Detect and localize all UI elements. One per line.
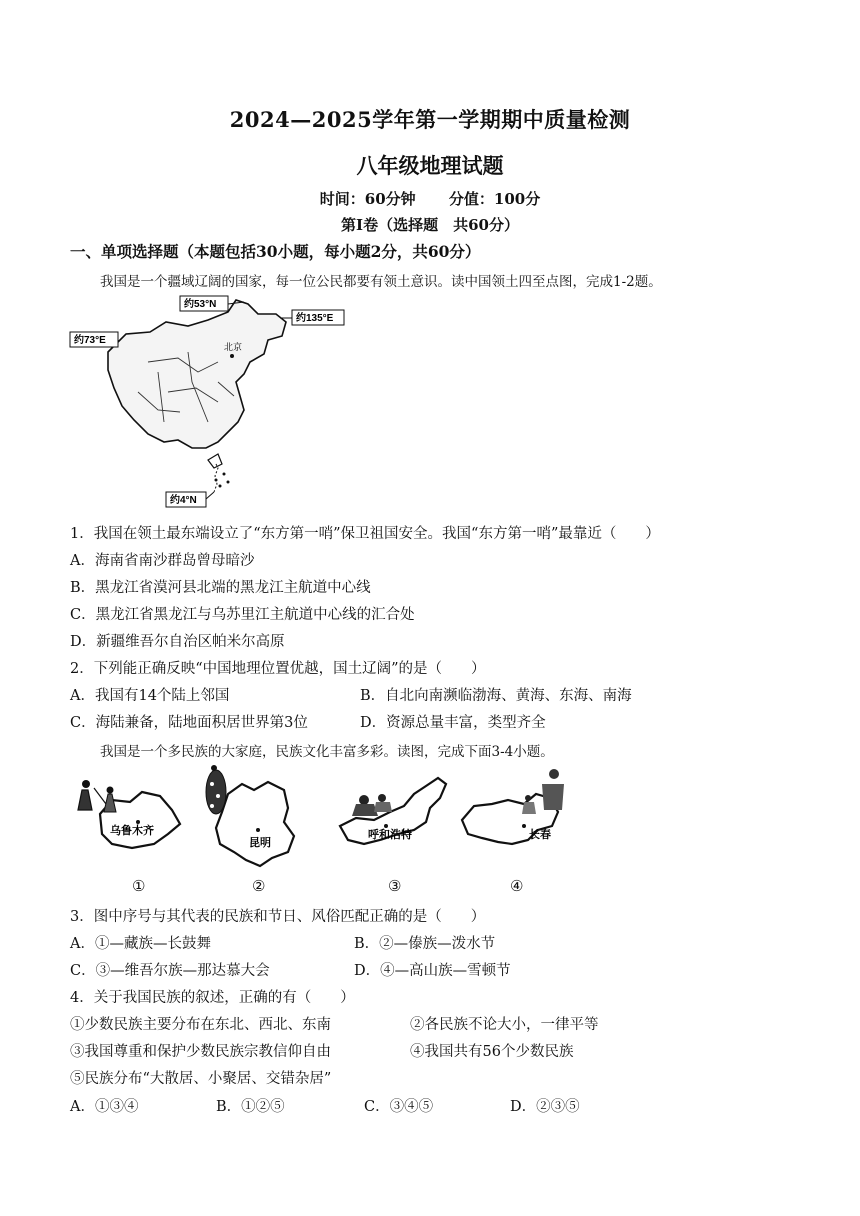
section-heading: 一、单项选择题（本题包括30小题，每小题2分，共60分） — [70, 242, 481, 261]
q3-stem: 3．图中序号与其代表的民族和节日、风俗匹配正确的是（ ） — [70, 909, 486, 925]
q1-option-c[interactable]: C．黑龙江省黑龙江与乌苏里江主航道中心线的汇合处 — [70, 607, 415, 623]
q4-option-b[interactable]: B．①②⑤ — [216, 1099, 285, 1115]
label-135E: 约135°E — [296, 313, 334, 324]
q1-option-d[interactable]: D．新疆维吾尔自治区帕米尔高原 — [70, 634, 285, 650]
q1-option-a[interactable]: A．海南省南沙群岛曾母暗沙 — [70, 553, 255, 569]
label-73E: 约73°E — [74, 335, 106, 346]
q1-option-b[interactable]: B．黑龙江省漠河县北端的黑龙江主航道中心线 — [70, 580, 371, 596]
q3-option-c[interactable]: C．③—维吾尔族—那达慕大会 — [70, 963, 270, 979]
label-beijing: 北京 — [224, 342, 243, 352]
city-changchun: 长春 — [529, 829, 551, 841]
intro-text-1: 我国是一个疆域辽阔的国家，每一位公民都要有领土意识。读中国领土四至点图，完成1-2题。 — [100, 274, 662, 290]
q3-option-d[interactable]: D．④—高山族—雪顿节 — [354, 963, 511, 979]
exam-score: 分值：100分 — [448, 190, 541, 208]
figure-4-jilin — [458, 764, 578, 864]
figure-number-1: ① — [132, 877, 146, 895]
q4-statement-2: ②各民族不论大小，一律平等 — [410, 1017, 599, 1033]
q2-option-c[interactable]: C．海陆兼备，陆地面积居世界第3位 — [70, 715, 308, 731]
q2-option-d[interactable]: D．资源总量丰富，类型齐全 — [360, 715, 546, 731]
exam-title: 2024—2025学年第一学期期中质量检测 — [229, 107, 631, 132]
city-kunming: 昆明 — [249, 837, 271, 849]
figure-number-3: ③ — [388, 877, 402, 895]
q4-stem: 4．关于我国民族的叙述，正确的有（ ） — [70, 990, 355, 1006]
intro-text-2: 我国是一个多民族的大家庭，民族文化丰富多彩。读图，完成下面3-4小题。 — [100, 744, 554, 760]
q1-stem: 1．我国在领土最东端设立了“东方第一哨”保卫祖国安全。我国“东方第一哨”最靠近（ ） — [70, 526, 660, 542]
q4-option-d[interactable]: D．②③⑤ — [510, 1099, 580, 1115]
figure-2-yunnan — [198, 764, 318, 874]
q2-option-a[interactable]: A．我国有14个陆上邻国 — [70, 688, 230, 704]
city-hohhot: 呼和浩特 — [368, 829, 412, 841]
q2-option-b[interactable]: B．自北向南濒临渤海、黄海、东海、南海 — [360, 688, 632, 704]
exam-subtitle: 八年级地理试题 — [356, 153, 504, 178]
exam-info — [0, 188, 860, 209]
figure-1-xinjiang — [72, 764, 192, 864]
q3-option-a[interactable]: A．①—藏族—长鼓舞 — [70, 936, 211, 952]
label-4N: 约4°N — [170, 495, 197, 506]
q3-option-b[interactable]: B．②—傣族—泼水节 — [354, 936, 496, 952]
q4-statement-3: ③我国尊重和保护少数民族宗教信仰自由 — [70, 1044, 331, 1060]
volume-heading: 第Ⅰ卷（选择题 共60分） — [341, 216, 519, 234]
q4-option-c[interactable]: C．③④⑤ — [364, 1099, 434, 1115]
figure-3-inner-mongolia — [334, 764, 454, 864]
q4-statement-5: ⑤民族分布“大散居、小聚居、交错杂居” — [70, 1071, 332, 1087]
figure-number-2: ② — [252, 877, 266, 895]
q4-statement-1: ①少数民族主要分布在东北、西北、东南 — [70, 1017, 331, 1033]
q2-stem: 2．下列能正确反映“中国地理位置优越，国土辽阔”的是（ ） — [70, 661, 486, 677]
label-53N: 约53°N — [184, 299, 217, 310]
q4-statement-4: ④我国共有56个少数民族 — [410, 1044, 574, 1060]
exam-time: 时间：60分钟 — [319, 190, 416, 208]
q4-option-a[interactable]: A．①③④ — [70, 1099, 139, 1115]
city-urumqi: 乌鲁木齐 — [110, 825, 154, 837]
china-extreme-points-map — [68, 292, 358, 514]
figure-number-4: ④ — [510, 877, 524, 895]
